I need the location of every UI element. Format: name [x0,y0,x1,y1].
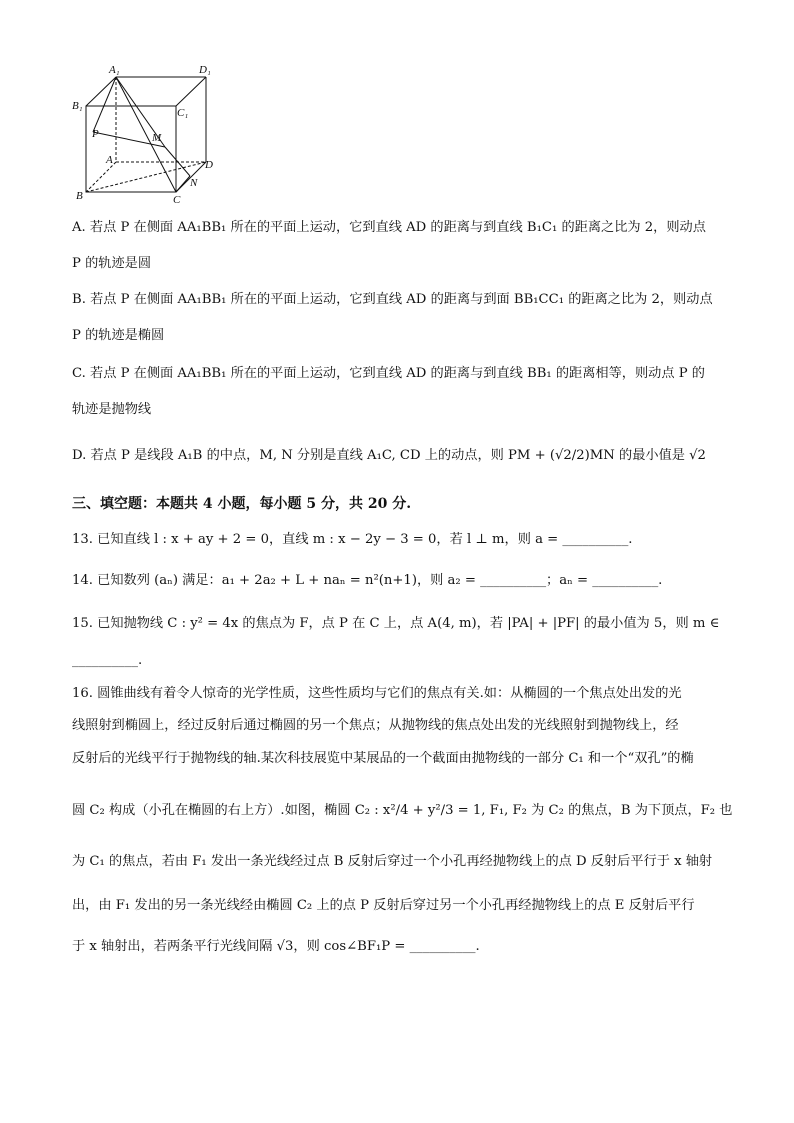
question-16-line-1: 16. 圆锥曲线有着令人惊奇的光学性质，这些性质均与它们的焦点有关.如：从椭圆的一个焦点处出发的光 [72,686,682,701]
question-15-line-1: 15. 已知抛物线 C : y² = 4x 的焦点为 F，点 P 在 C 上，点 A(4, m)，若 |PA| + |PF| 的最小值为 5，则 m ∈ [72,616,720,631]
question-13: 13. 已知直线 l : x + ay + 2 = 0，直线 m : x − 2y − 3 = 0，若 l ⊥ m，则 a = __________. [72,532,633,547]
question-15-line-2: __________. [72,653,143,668]
question-16-line-5: 为 C₁ 的焦点，若由 F₁ 发出一条光线经过点 B 反射后穿过一个小孔再经抛物线上的点 D 反射后平行于 x 轴射 [72,854,713,869]
label-m: M [152,132,162,144]
section-3-heading: 三、填空题：本题共 4 小题，每小题 5 分，共 20 分. [72,496,412,512]
label-c: C [173,194,181,206]
label-p: P [92,128,99,140]
option-b-line-1: B. 若点 P 在侧面 AA₁BB₁ 所在的平面上运动，它到直线 AD 的距离与到面 BB₁CC₁ 的距离之比为 2，则动点 [72,292,713,307]
question-16-line-3: 反射后的光线平行于抛物线的轴.某次科技展览中某展品的一个截面由抛物线的一部分 C₁ 和一个“双孔”的椭 [72,751,694,766]
option-b-line-2: P 的轨迹是椭圆 [72,328,165,343]
label-b1: B₁ [72,100,83,112]
option-c-line-2: 轨迹是抛物线 [72,402,152,417]
cube-figure [70,60,230,210]
question-16-line-6: 出，由 F₁ 发出的另一条光线经由椭圆 C₂ 上的点 P 反射后穿过另一个小孔再经抛物线上的点 E 反射后平行 [72,898,695,913]
option-d-line: D. 若点 P 是线段 A₁B 的中点，M, N 分别是直线 A₁C, CD 上的动点，则 PM + (√2/2)MN 的最小值是 √2 [72,448,706,463]
label-d1: D₁ [199,64,211,76]
label-b: B [76,190,83,202]
label-n: N [190,177,198,189]
label-d: D [205,159,213,171]
label-a1: A₁ [109,64,120,76]
question-16-line-4: 圆 C₂ 构成（小孔在椭圆的右上方）.如图，椭圆 C₂ : x²/4 + y²/3 = 1, F₁, F₂ 为 C₂ 的焦点，B 为下顶点，F₂ 也 [72,803,733,818]
question-16-line-2: 线照射到椭圆上，经过反射后通过椭圆的另一个焦点；从抛物线的焦点处出发的光线照射到抛物线上，经 [72,718,679,733]
question-16-line-7: 于 x 轴射出，若两条平行光线间隔 √3，则 cos∠BF₁P = __________. [72,939,480,954]
label-a: A [106,154,113,166]
label-c1: C₁ [177,107,189,119]
option-a-line-1: A. 若点 P 在侧面 AA₁BB₁ 所在的平面上运动，它到直线 AD 的距离与到直线 B₁C₁ 的距离之比为 2，则动点 [72,220,706,235]
option-c-line-1: C. 若点 P 在侧面 AA₁BB₁ 所在的平面上运动，它到直线 AD 的距离与到直线 BB₁ 的距离相等，则动点 P 的 [72,366,705,381]
question-14: 14. 已知数列 (aₙ) 满足：a₁ + 2a₂ + L + naₙ = n²(n+1)，则 a₂ = __________；aₙ = __________. [72,573,663,588]
option-a-line-2: P 的轨迹是圆 [72,256,152,271]
